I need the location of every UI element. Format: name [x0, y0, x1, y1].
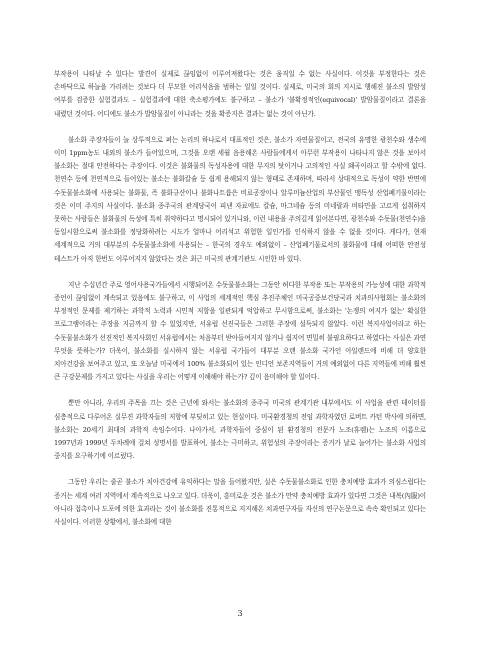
paragraph-3: 지난 수십년간 주로 영어사용국가들에서 시행되어온 수돗물불소화는 그동안 허다한 부작용 또는 부작용의 가능성에 대한 과학적 증언이 끊임없이 계속되고 있음에도 불구하고, 이 사업의 세계적인 핵심 추진주체인 미국공중보건당국과 치과의사협회는 불소화의 부정적인 문제를 제기하는 과학적 노력과 시민적 저항을 일관되게 억압하고 무시함으로써, 불소화는 '논쟁의 여지가 없는' 확실한 프로그램이라는 주장을 지금까지 할 수 있었지만, 서유럽 선진국들은 그러한 주장에 설득되지 않았다. 이런 복지사업이라고 하는 수돗물불소화가 선진적인 복지사회인 서유럽에서는 처음부터 받아들여지지 않거나 쉽지어 면밀히 불필요하다고 하였다는 사실은 과연 무엇을 뜻하는가? 더욱이, 불소화를 실시하지 않는 서유럽 국가들이 대부분 오랜 불소화 국가인 아일랜드에 비해 더 양호한 치아건강을 보여주고 있고, 또 오늘날 미국에서 100% 불소화되어 있는 인디언 보존지역들이 거의 예외없이 다른 지역들에 비해 훨씬 큰 구강문제를 가지고 있다는 사실을 우리는 어떻게 이해해야 하는가? 깊이 음미해야 할 일이다.	[54, 280, 426, 382]
paragraph-gap	[54, 266, 426, 279]
paragraph-gap	[54, 384, 426, 397]
paragraph-gap	[54, 121, 426, 134]
paragraph-1: 부작용이 나타날 수 있다는 발견이 실제로 끊임없이 이루어져왔다는 것은 움직일 수 없는 사실이다. 이것을 부정한다는 것은 손바닥으로 하늘을 가리려는 것보다 더 무모한 어리석음을 범하는 일일 것이다. 실제로, 미국의 회의 지시로 행해진 불소의 발암성 여부를 검증한 실험결과도 – 실험결과에 대한 축소평가에도 불구하고 – 불소가 '불확정적인(equivocal)' 발암물질이라고 결론을 내렸던 것이다. 어디에도 불소가 발암물질이 아니라는 것을 확증지은 결과는 없는 것이 아닌가.	[54, 70, 426, 118]
document-body	[54, 68, 426, 529]
paragraph-2: 불소화 주장자들이 늘 상투적으로 펴는 논리의 하나로서 대표적인 것은, 불소가 자연물질이고, 전국의 유명한 광천수와 생수에 이미 1ppm농도 내외의 불소가 들어있으며, 그것을 오랜 세월 음용해온 사람들에게서 아무런 부작용이 나타나지 않은 것을 보아서 불소화는 절대 안전하다는 주장이다. 이것은 불화물의 독성자용에 대한 무지의 탓이거나 고의적인 사실 왜곡이라고 할 수밖에 없다. 천연수 등에 천연적으로 들어있는 불소는 불화칼슘 등 쉽게 용해되지 않는 형태로 존재하며, 따라서 상대적으로 독성이 약한 반면에 수돗물불소화에 사용되는 불화물, 즉 불화규산이나 불화나트륨은 비료공장이나 알루미늄산업의 부산물인 맹독성 산업폐기물이라는 것은 이미 주지의 사실이다. 불소화 종주국의 관계당국이 피낸 자료에도 칼슘, 마그네슘 등의 미네랄과 비타민을 고르게 섭취하지 못하는 사람들은 불화물의 독성에 특히 취약하다고 명시되어 있거니와, 이런 내용을 주의깊게 읽어본다면, 광천수와 수돗물(천연수)을 동일시함으로써 불소화를 정당화하려는 시도가 얼마나 어리석고 위험한 일인가를 인식하지 않을 수 없을 것이다. 게다가, 현재 세계적으로 거의 대부분의 수돗물불소화에 사용되는 – 한국의 경우도 예외없이 – 산업폐기물로서의 불화물에 대해 어떠한 안전성 테스트가 아직 한번도 이루어지지 않았다는 것은 최근 미국의 관계기관도 시인한 바 있다.	[54, 135, 426, 263]
page-number: 3	[237, 609, 243, 618]
paragraph-5: 그동안 우리는 줄곧 불소가 치아건강에 유익하다는 말을 들어왔지만, 실은 수돗물불소화로 인한 충치예방 효과가 의심스럽다는 증거는 세계 여러 지역에서 계속적으로 나오고 있다. 더욱이, 흥미로운 것은 불소가 만약 충치예방 효과가 있다면 그것은 내복(內服)이 아니라 접촉이나 도포에 의한 효과라는 것이 불소화를 진통적으로 지지해온 치과연구자들 자신의 연구논문으로 속속 확인되고 있다는 사실이다. 이러한 상황에서, 불소화에 대한	[54, 478, 426, 527]
paragraph-4: 뿐만 아니라, 우리의 주목을 끄는 것은 근년에 와서는 불소화의 종주국 미국의 관계기관 내부에서도 이 사업을 관련 데이터를 심층적으로 다루어온 실무진 과학자들의 저항에 부딪히고 있는 현실이다. 미국환경청의 전임 과학자였던 로버트 카턴 박사에 의하면, 불소화는 20세기 최대의 과학적 속임수이다. 나아가서, 과학자들이 중심이 된 환경청의 전문가 노조(휴렘)는 노조의 이름으로 1997년과 1999년 두차례에 걸쳐 성명서를 발표하여, 불소는 극미하고, 위험성의 주장이라는 증거가 날로 늘어가는 불소화 사업의 중지를 요구하기에 이르렀다.	[54, 399, 426, 461]
paragraph-gap	[54, 463, 426, 476]
